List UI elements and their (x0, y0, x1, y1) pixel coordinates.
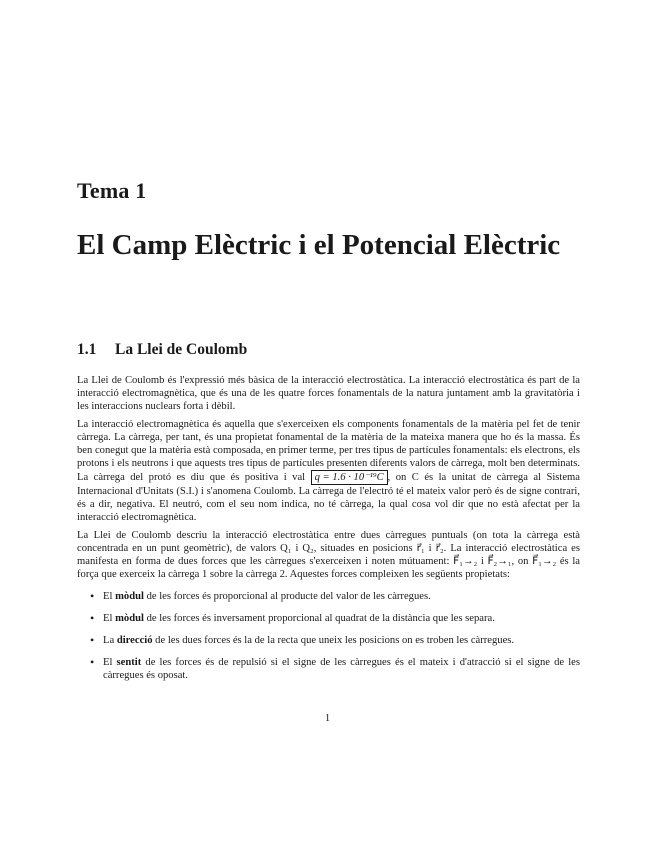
paragraph-coulomb: La Llei de Coulomb descriu la interacció electrostàtica entre dues càrregues puntuals (on tota la càrrega està concentrada en un punt geomètric), de valors Q₁ i Q₂, situades en posicions r⃗₁ i r⃗₂. La interacció electrostàtica es manifesta en forma de dues forces que les càrregues s'exerceixen i noten mútuament: F⃗₁→₂ i F⃗₂→₁, on F⃗₁→₂ és la força que exerceix la càrrega 1 sobre la càrrega 2. Aquestes forces compleixen les següents propietats: (77, 530, 580, 580)
paragraph-charge-text-a: La interacció electromagnètica és aquella que s'exerceixen els components fonamentals de la matèria pel fet de tenir càrrega. La càrrega, per tant, és una propietat fonamental de la matèria de la mateixa manera que ho és la massa. És ben conegut que la matèria està composada, en primer terme, per tres tipus de partícules fonamentals: els electrons, els protons i els neutrons i que aquests tres tipus de partícules presenten diferents valors de càrrega, molt ben determinats. La càrrega del protó es diu que és positiva i val (77, 419, 580, 483)
list-item-prefix: El (103, 613, 116, 624)
chapter-label: Tema 1 (77, 178, 147, 203)
list-item (103, 590, 580, 603)
paragraph-charge-text-b: , on C és la unitat de càrrega al Sistema Internacional d'Unitats (S.I.) i s'anomena Coulomb. La càrrega de l'electró té el mateix valor però és de signe contrari, és a dir, negativa. El neutró, com el seu nom indica, no té càrrega, la qual cosa vol dir que no està afectat per la interacció electromagnètica. (77, 472, 581, 523)
paragraph-charge (77, 418, 580, 524)
list-item-text: de les forces és inversament proporcional al quadrat de la distància que les separa. (143, 613, 495, 624)
proton-charge-formula: q = 1.6 · 10⁻¹⁹C (311, 470, 388, 485)
section-body (77, 374, 580, 691)
list-item-keyword: mòdul (115, 613, 144, 624)
list-item-text: de les forces és de repulsió si el signe de les càrregues és el mateix i d'atracció si el signe de les càrregues és oposat. (103, 657, 580, 681)
list-item (103, 612, 580, 625)
section-number: 1.1 (77, 341, 97, 358)
list-item-keyword: mòdul (115, 591, 144, 602)
list-item (103, 634, 580, 647)
list-item (103, 656, 580, 682)
list-item-keyword: direcció (116, 635, 153, 646)
list-item-prefix: El (103, 591, 116, 602)
list-item-prefix: La (103, 635, 117, 646)
list-item-prefix: El (103, 657, 117, 668)
section-heading (77, 341, 247, 359)
list-item-text: de les dues forces és la de la recta que uneix les posicions on es troben les càrregues. (152, 635, 515, 646)
list-item-keyword: sentit (116, 657, 142, 668)
chapter-title: El Camp Elèctric i el Potencial Elèctric (77, 229, 561, 261)
list-item-text: de les forces és proporcional al producte del valor de les càrregues. (143, 591, 431, 602)
paragraph-intro: La Llei de Coulomb és l'expressió més bàsica de la interacció electrostàtica. La interacció electrostàtica és part de la interacció electromagnètica, que és una de les quatre forces fonamentals de la natura juntament amb la gravitatòria i les interaccions nuclears forta i dèbil. (77, 375, 580, 412)
page-number: 1 (324, 713, 331, 724)
properties-list (77, 590, 580, 682)
section-title: La Llei de Coulomb (115, 341, 248, 358)
